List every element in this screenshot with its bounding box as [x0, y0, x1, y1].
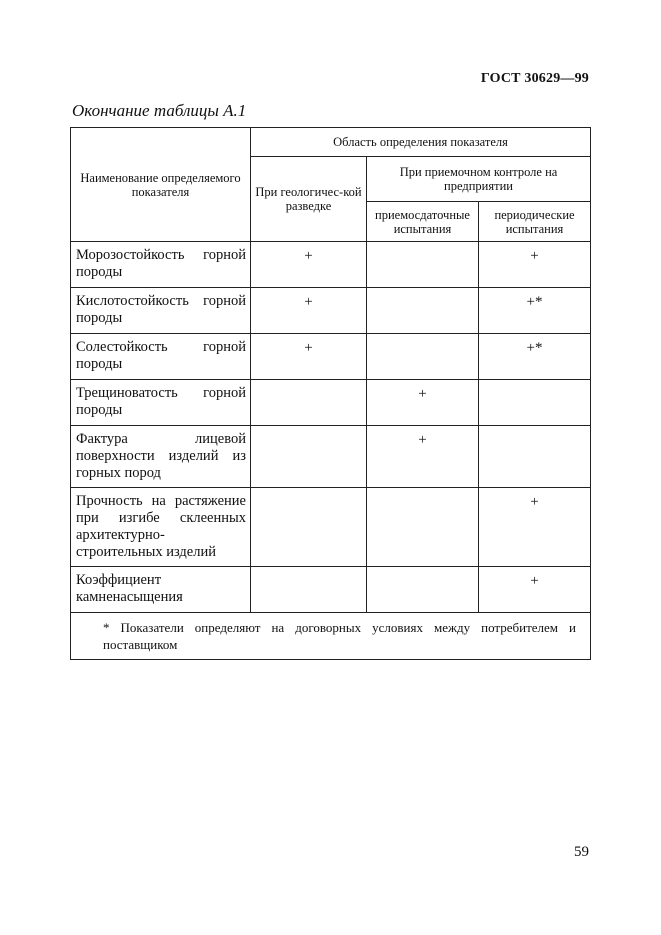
table-row — [71, 488, 591, 567]
mark-geological — [251, 567, 367, 613]
page-number: 59 — [574, 844, 589, 860]
mark-geological — [251, 426, 367, 488]
mark-acceptance: + — [367, 380, 479, 426]
mark-geological: + — [251, 242, 367, 288]
mark-acceptance — [367, 567, 479, 613]
header-geological: При геологичес-кой разведке — [251, 157, 367, 242]
mark-periodic: +* — [479, 288, 591, 334]
footnote: * Показатели определяют на договорных условиях между потребителем и поставщиком — [71, 613, 591, 660]
indicator-name: Морозостойкость горной породы — [71, 242, 251, 288]
table-row — [71, 288, 591, 334]
mark-acceptance — [367, 334, 479, 380]
table-row — [71, 380, 591, 426]
indicator-name: Трещиноватость горной породы — [71, 380, 251, 426]
header-periodic-tests: периодические испытания — [479, 202, 591, 242]
document-code: ГОСТ 30629—99 — [480, 71, 589, 86]
indicator-table — [70, 127, 591, 660]
footnote-row — [71, 613, 591, 660]
table-caption: Окончание таблицы А.1 — [72, 101, 247, 120]
header-acceptance-tests: приемосдаточные испытания — [367, 202, 479, 242]
mark-acceptance — [367, 488, 479, 567]
mark-periodic — [479, 380, 591, 426]
mark-periodic: + — [479, 567, 591, 613]
indicator-name: Коэффициент камненасыщения — [71, 567, 251, 613]
mark-geological: + — [251, 288, 367, 334]
table-row — [71, 567, 591, 613]
header-indicator-name: Наименование определяемого показателя — [71, 128, 251, 242]
mark-periodic: +* — [479, 334, 591, 380]
indicator-name: Солестойкость горной породы — [71, 334, 251, 380]
mark-periodic: + — [479, 488, 591, 567]
mark-acceptance: + — [367, 426, 479, 488]
indicator-name: Кислотостойкость горной породы — [71, 288, 251, 334]
mark-periodic: + — [479, 242, 591, 288]
header-plant-control: При приемочном контроле на предприятии — [367, 157, 591, 202]
mark-acceptance — [367, 242, 479, 288]
mark-periodic — [479, 426, 591, 488]
mark-geological — [251, 488, 367, 567]
table-row — [71, 426, 591, 488]
header-area: Область определения показателя — [251, 128, 591, 157]
mark-acceptance — [367, 288, 479, 334]
mark-geological: + — [251, 334, 367, 380]
table-row — [71, 242, 591, 288]
indicator-name: Фактура лицевой поверхности изделий из горных пород — [71, 426, 251, 488]
table-row — [71, 334, 591, 380]
indicator-name: Прочность на растяжение при изгибе склеенных архитектурно-строительных изделий — [71, 488, 251, 567]
mark-geological — [251, 380, 367, 426]
